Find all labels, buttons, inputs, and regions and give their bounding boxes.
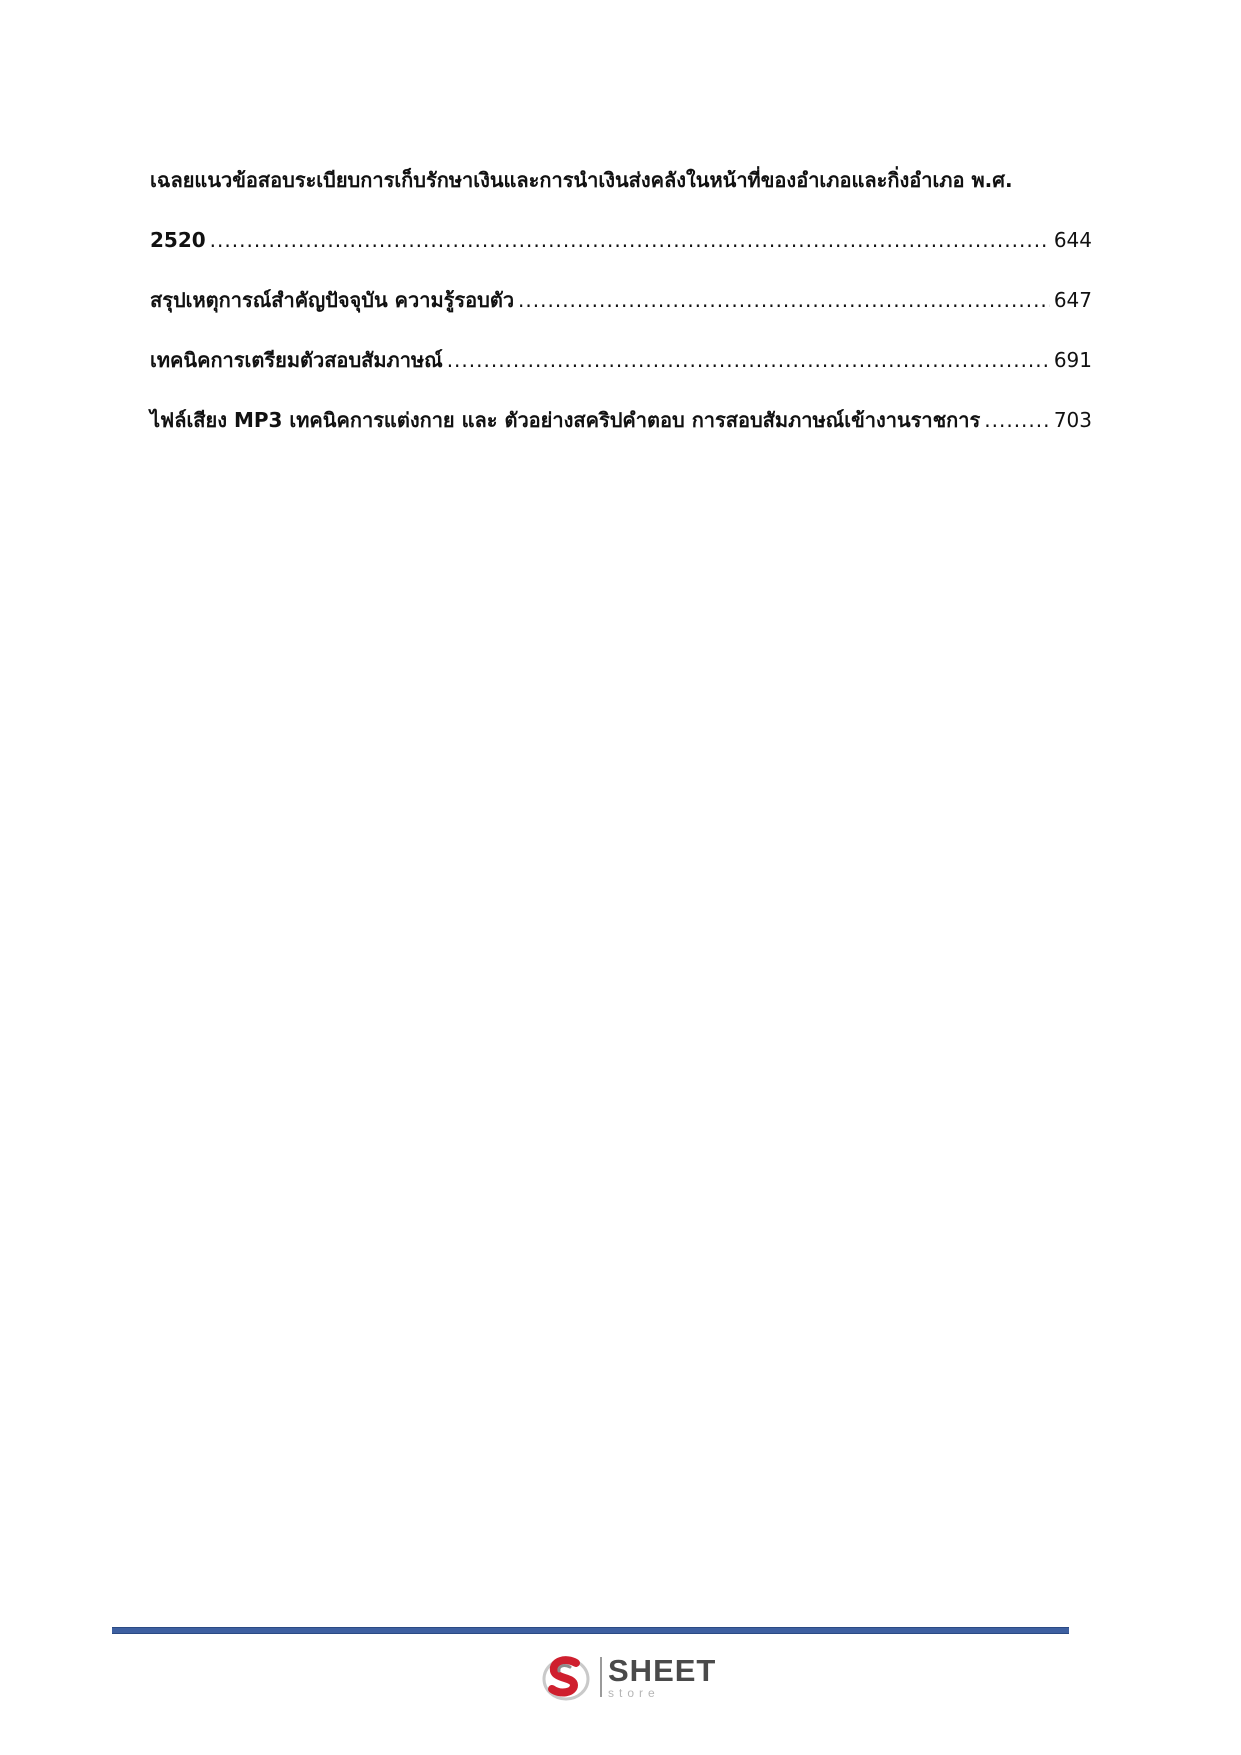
sheetstore-logo-icon [540,1651,592,1703]
logo-divider [600,1657,602,1697]
toc-entry-title: เทคนิคการเตรียมตัวสอบสัมภาษณ์ [150,348,443,372]
toc-entry-title: เฉลยแนวข้อสอบระเบียบการเก็บรักษาเงินและการนำเงินส่งคลังในหน้าที่ของอำเภอและกิ่งอำเภอ พ.ศ. [150,168,1013,192]
toc-entry[interactable] [150,390,1092,450]
footer-divider [112,1627,1069,1634]
toc-leader-dots [447,330,1050,390]
toc-leader-dots [984,390,1050,450]
logo-brand-text: SHEET [608,1653,717,1688]
toc-page-number: 647 [1053,288,1092,312]
toc-leader-dots [210,210,1050,270]
toc-page-number: 691 [1053,348,1092,372]
toc-entry-title-continued: 2520 [150,228,206,252]
toc-entry[interactable] [150,330,1092,390]
toc-leader-dots [518,270,1050,330]
logo-sub-text: store [608,1686,660,1700]
toc-entry[interactable] [150,270,1092,330]
footer-logo [540,1648,716,1706]
toc-entry-title: สรุปเหตุการณ์สำคัญปัจจุบัน ความรู้รอบตัว [150,288,515,312]
toc-entry-title: ไฟล์เสียง MP3 เทคนิคการแต่งกาย และ ตัวอย่างสคริปคำตอบ การสอบสัมภาษณ์เข้างานราชการ [150,408,981,432]
logo-wordmark [608,1655,716,1699]
toc-page-number: 644 [1053,228,1092,252]
table-of-contents [150,150,1092,450]
toc-page-number: 703 [1053,408,1092,432]
toc-entry[interactable] [150,150,1092,270]
